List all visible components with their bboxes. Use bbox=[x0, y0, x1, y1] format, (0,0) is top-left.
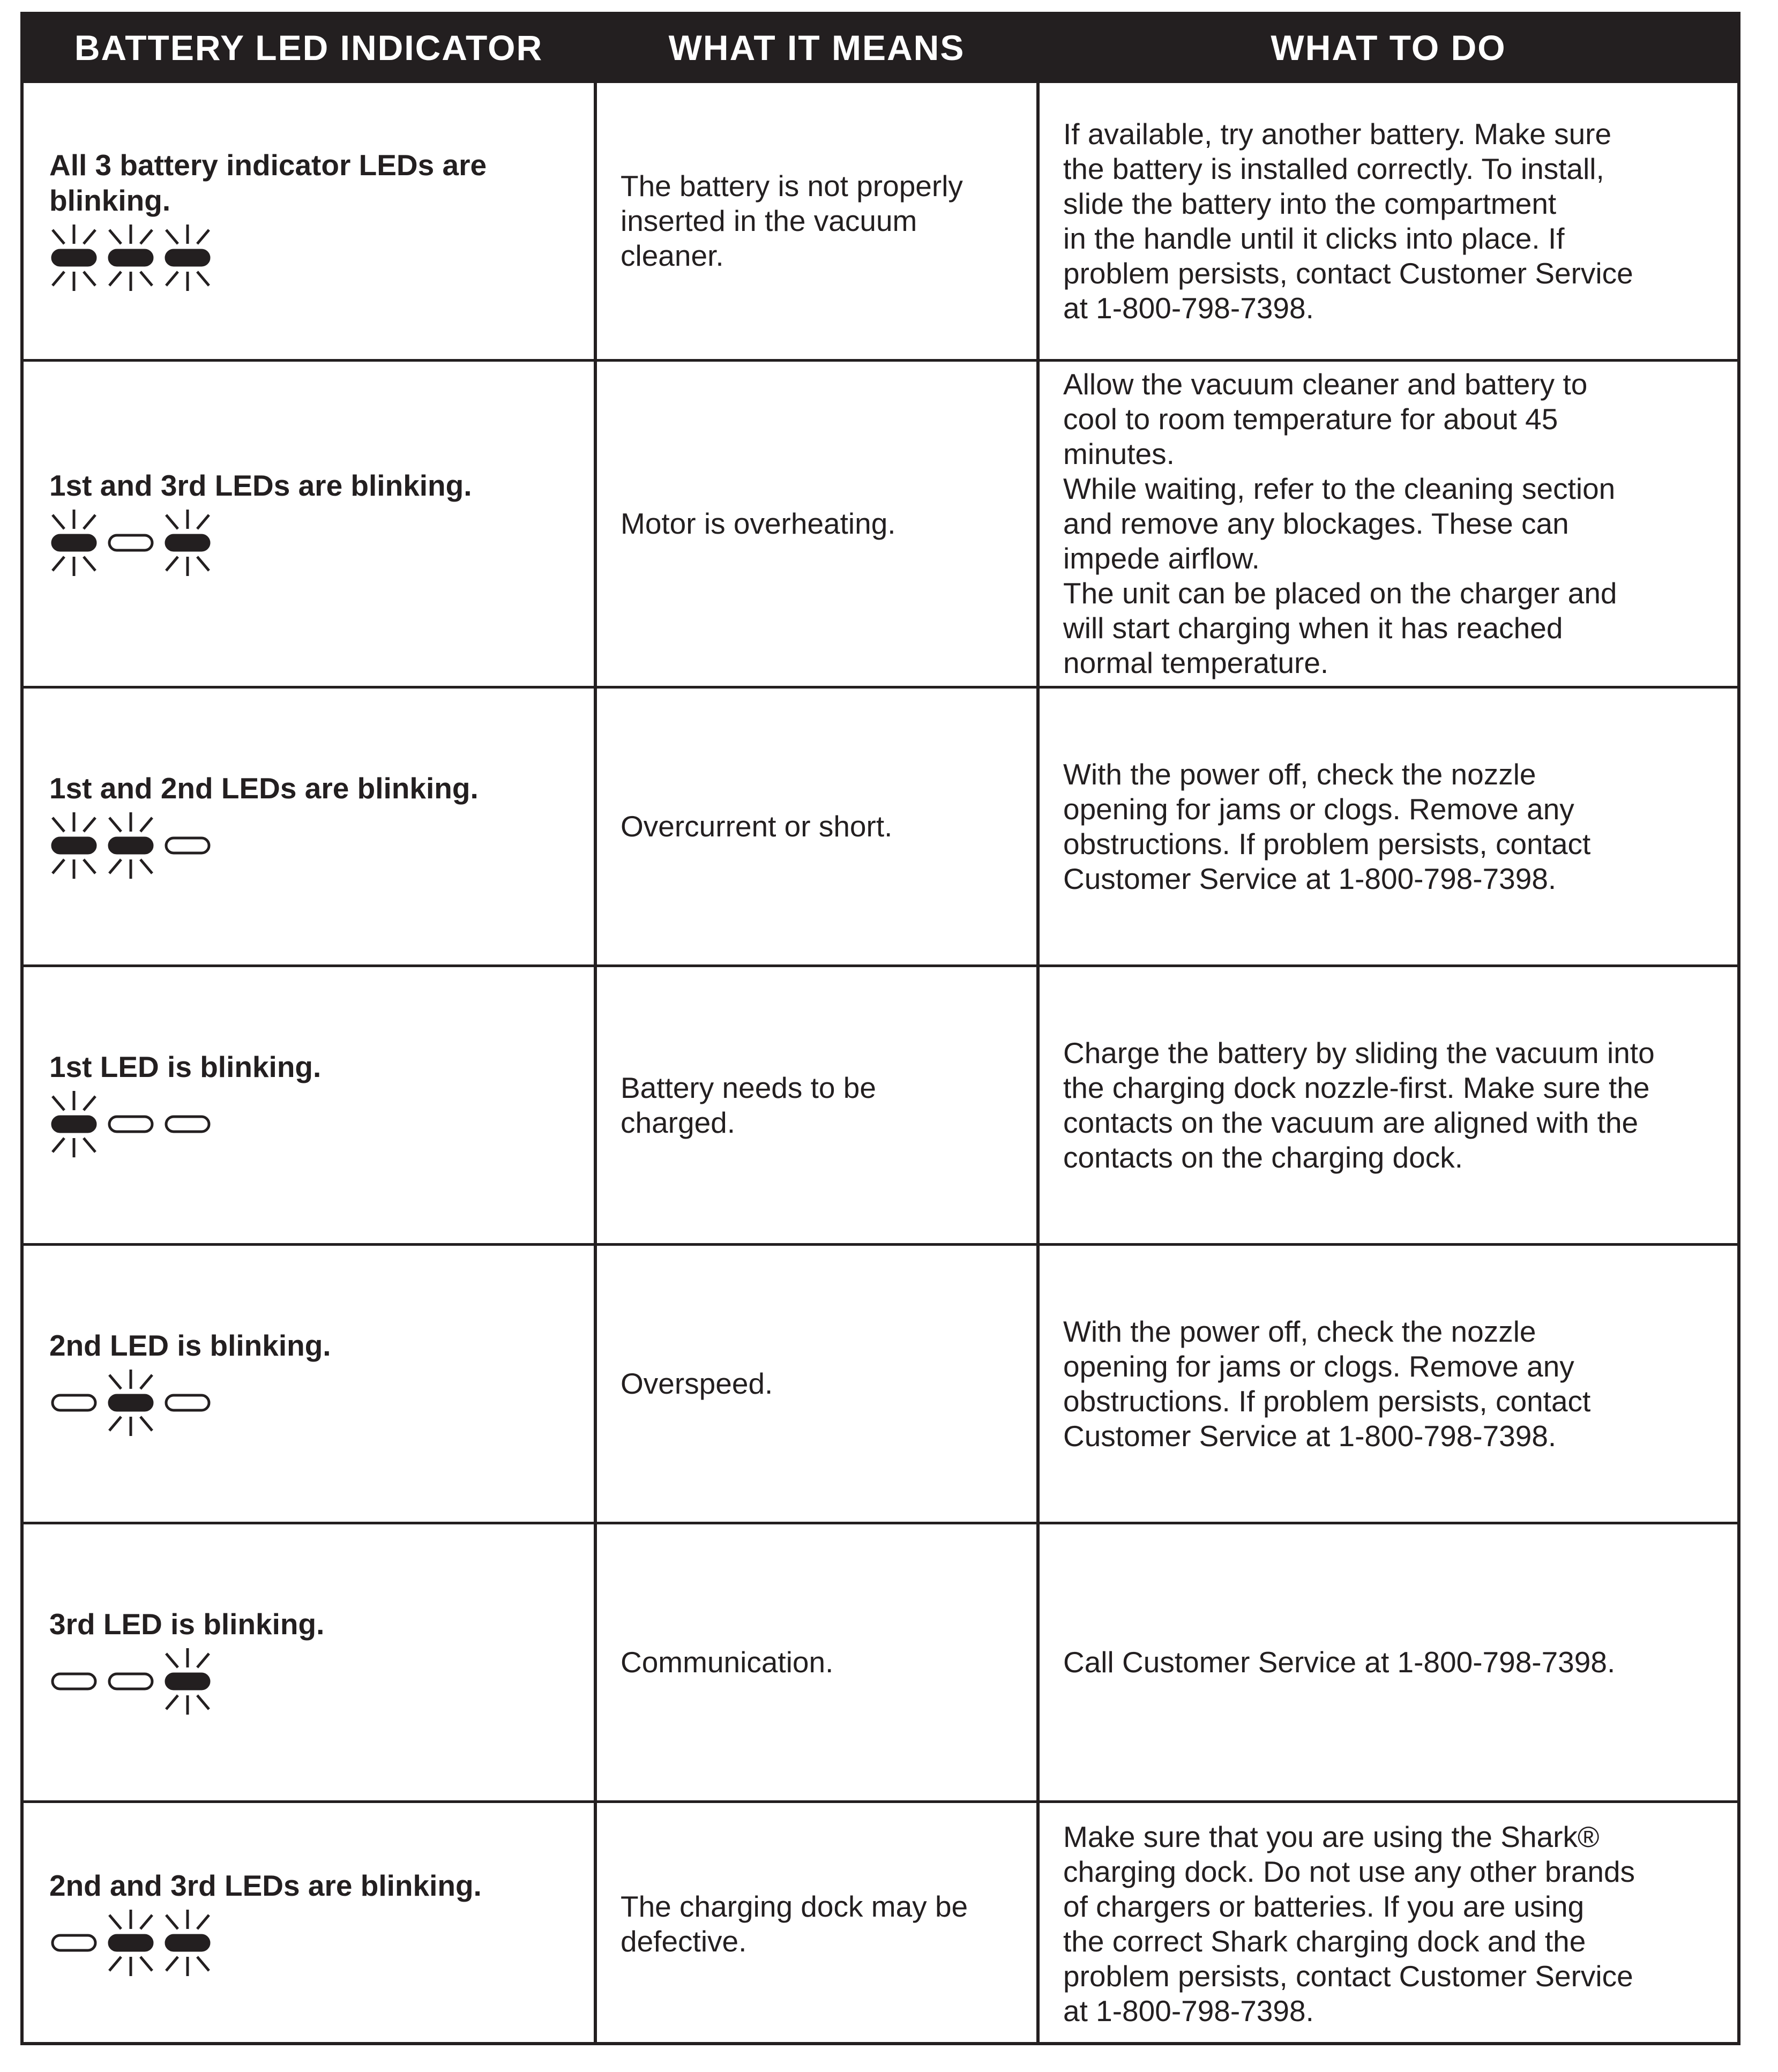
header-battery-led-indicator: BATTERY LED INDICATOR bbox=[74, 28, 543, 68]
meaning-cell bbox=[597, 362, 1036, 686]
meaning-text: Motor is overheating. bbox=[621, 507, 896, 540]
meaning-text: The battery is not properly inserted in the vacuum cleaner. bbox=[621, 169, 963, 272]
led-indicator-icon bbox=[49, 1644, 226, 1719]
indicator-cell bbox=[24, 967, 594, 1243]
header-what-to-do: WHAT TO DO bbox=[1271, 28, 1506, 68]
action-text: Call Customer Service at 1-800-798-7398. bbox=[1063, 1645, 1616, 1679]
led-off bbox=[109, 535, 152, 550]
meaning-text: Battery needs to be charged. bbox=[621, 1071, 876, 1139]
action-cell bbox=[1040, 362, 1736, 686]
action-text: Make sure that you are using the Shark® charging dock. Do not use any other brands of chargers or batteries. If you are using the correct Shark charging dock and the problem persists, contact Customer Service at 1-800-798-7398. bbox=[1063, 1820, 1635, 2028]
meaning-text: The charging dock may be defective. bbox=[621, 1890, 968, 1958]
led-on bbox=[53, 838, 95, 853]
meaning-cell bbox=[597, 1524, 1036, 1800]
action-text: If available, try another battery. Make sure the battery is installed correctly. To install, slide the battery into the compartment in the handle until it clicks into place. If problem persists, contact Customer Service at 1-800-798-7398. bbox=[1063, 117, 1633, 325]
led-indicator-icon bbox=[49, 1087, 226, 1162]
meaning-text: Overspeed. bbox=[621, 1367, 773, 1400]
table-row bbox=[24, 964, 1737, 1243]
led-on bbox=[109, 250, 152, 265]
led-off bbox=[166, 838, 209, 853]
led-on bbox=[53, 535, 95, 550]
meaning-cell bbox=[597, 1246, 1036, 1522]
indicator-cell bbox=[24, 689, 594, 964]
meaning-cell bbox=[597, 967, 1036, 1243]
table-row bbox=[24, 80, 1737, 359]
indicator-label: 1st and 2nd LEDs are blinking. bbox=[49, 771, 479, 805]
indicator-cell bbox=[24, 83, 594, 359]
led-on bbox=[53, 1117, 95, 1132]
led-on bbox=[166, 1935, 209, 1950]
led-indicator-icon bbox=[49, 220, 226, 295]
led-indicator-table bbox=[20, 12, 1740, 2045]
led-indicator-icon bbox=[49, 808, 226, 883]
action-cell bbox=[1040, 1524, 1736, 1800]
action-cell bbox=[1040, 967, 1736, 1243]
led-indicator-icon bbox=[49, 1905, 226, 1980]
meaning-cell bbox=[597, 1803, 1036, 2045]
table-header bbox=[24, 15, 1737, 80]
indicator-cell bbox=[24, 1246, 594, 1522]
table-row bbox=[24, 1522, 1737, 1800]
led-off bbox=[109, 1117, 152, 1132]
led-off bbox=[166, 1395, 209, 1410]
led-off bbox=[53, 1395, 95, 1410]
led-off bbox=[109, 1674, 152, 1689]
action-cell bbox=[1040, 1246, 1736, 1522]
action-text: Allow the vacuum cleaner and battery to cool to room temperature for about 45 minutes. While waiting, refer to the cleaning section and remove any blockages. These can impede airflow. The unit can be placed on the charger and will start charging when it has reached normal temperature. bbox=[1063, 368, 1617, 679]
meaning-cell bbox=[597, 83, 1036, 359]
led-on bbox=[109, 1395, 152, 1410]
indicator-label: 1st LED is blinking. bbox=[49, 1050, 322, 1083]
led-on bbox=[53, 250, 95, 265]
table-row bbox=[24, 1800, 1737, 2045]
led-on bbox=[166, 1674, 209, 1689]
led-on bbox=[109, 1935, 152, 1950]
led-indicator-icon bbox=[49, 1365, 226, 1440]
indicator-cell bbox=[24, 1524, 594, 1800]
meaning-cell bbox=[597, 689, 1036, 964]
action-text: With the power off, check the nozzle opening for jams or clogs. Remove any obstructions. If problem persists, contact Customer Service at 1-800-798-7398. bbox=[1063, 757, 1591, 895]
led-indicator-icon bbox=[49, 505, 226, 580]
column-divider bbox=[594, 80, 597, 2042]
led-off bbox=[53, 1935, 95, 1950]
led-off bbox=[166, 1117, 209, 1132]
led-on bbox=[166, 535, 209, 550]
led-on bbox=[166, 250, 209, 265]
indicator-cell bbox=[24, 1803, 594, 2045]
led-off bbox=[53, 1674, 95, 1689]
meaning-text: Communication. bbox=[621, 1645, 834, 1679]
action-cell bbox=[1040, 83, 1736, 359]
led-on bbox=[109, 838, 152, 853]
indicator-label: 1st and 3rd LEDs are blinking. bbox=[49, 468, 472, 502]
column-divider bbox=[1036, 80, 1040, 2042]
indicator-label: 2nd LED is blinking. bbox=[49, 1328, 331, 1362]
indicator-label: 2nd and 3rd LEDs are blinking. bbox=[49, 1869, 482, 1902]
indicator-cell bbox=[24, 362, 594, 686]
action-text: Charge the battery by sliding the vacuum into the charging dock nozzle-first. Make sure the contacts on the vacuum are aligned with the contacts on the charging dock. bbox=[1063, 1036, 1655, 1174]
table-row bbox=[24, 1243, 1737, 1522]
indicator-label: All 3 battery indicator LEDs are blinking. bbox=[49, 148, 487, 217]
action-text: With the power off, check the nozzle opening for jams or clogs. Remove any obstructions. If problem persists, contact Customer Service at 1-800-798-7398. bbox=[1063, 1314, 1591, 1453]
header-what-it-means: WHAT IT MEANS bbox=[668, 28, 965, 68]
table-row bbox=[24, 359, 1737, 686]
indicator-label: 3rd LED is blinking. bbox=[49, 1607, 325, 1641]
meaning-text: Overcurrent or short. bbox=[621, 810, 893, 843]
action-cell bbox=[1040, 689, 1736, 964]
action-cell bbox=[1040, 1803, 1736, 2045]
table-row bbox=[24, 686, 1737, 964]
